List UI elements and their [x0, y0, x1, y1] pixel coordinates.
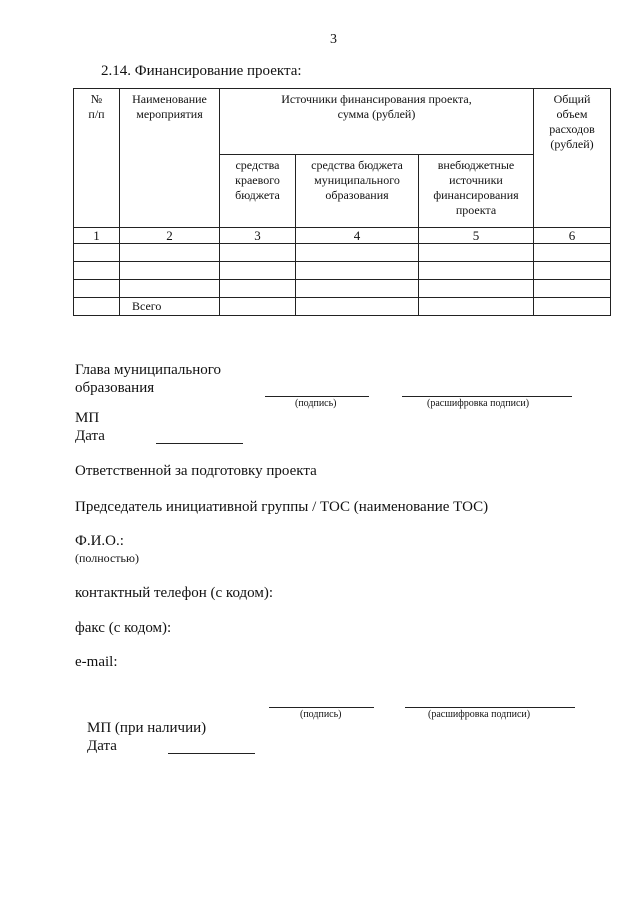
- table-row: [74, 262, 611, 280]
- fax-label: факс (с кодом):: [75, 620, 172, 636]
- header-num: № п/п: [74, 89, 120, 228]
- column-number: 2: [120, 228, 220, 244]
- head-signature-line: [265, 396, 369, 397]
- column-number: 5: [419, 228, 534, 244]
- total-label: Всего: [120, 298, 220, 316]
- column-number: 6: [534, 228, 611, 244]
- header-total: Общий объем расходов (рублей): [534, 89, 611, 228]
- header-regional: средства краевого бюджета: [220, 155, 296, 228]
- page-number: 3: [330, 32, 337, 47]
- chair-sign-caption: (подпись): [300, 709, 342, 720]
- chairman-label: Председатель инициативной группы / ТОС (наименование ТОС): [75, 499, 489, 515]
- header-event: Наименование мероприятия: [120, 89, 220, 228]
- header-municipal: средства бюджета муниципального образования: [296, 155, 419, 228]
- head-title: Глава муниципального образования: [75, 362, 222, 396]
- total-row: [74, 298, 611, 316]
- head-date-line: [156, 443, 243, 444]
- chair-date-line: [168, 753, 255, 754]
- head-decode-line: [402, 396, 572, 397]
- chair-stamp-label: МП (при наличии): [87, 720, 207, 736]
- chair-signature-line: [269, 707, 374, 708]
- head-stamp-label: МП: [75, 410, 100, 426]
- chair-decode-caption: (расшифровка подписи): [428, 709, 531, 720]
- section-title: 2.14. Финансирование проекта:: [101, 63, 302, 79]
- phone-label: контактный телефон (с кодом):: [75, 585, 274, 601]
- head-decode-caption: (расшифровка подписи): [427, 398, 530, 409]
- header-extra: внебюджетные источники финансирования проекта: [419, 155, 534, 228]
- header-sources-group: Источники финансирования проекта, сумма (рублей): [220, 89, 534, 155]
- head-date-label: Дата: [75, 428, 105, 444]
- column-number: 1: [74, 228, 120, 244]
- chair-decode-line: [405, 707, 575, 708]
- email-label: e-mail:: [75, 654, 118, 670]
- chair-date-label: Дата: [87, 738, 117, 754]
- responsible-label: Ответственной за подготовку проекта: [75, 463, 317, 479]
- financing-table: [73, 88, 611, 316]
- fio-label: Ф.И.О.:: [75, 533, 124, 549]
- column-number-row: [74, 228, 611, 244]
- fio-note: (полностью): [75, 551, 139, 565]
- table-row: [74, 280, 611, 298]
- column-number: 4: [296, 228, 419, 244]
- column-number: 3: [220, 228, 296, 244]
- head-sign-caption: (подпись): [295, 398, 337, 409]
- table-row: [74, 244, 611, 262]
